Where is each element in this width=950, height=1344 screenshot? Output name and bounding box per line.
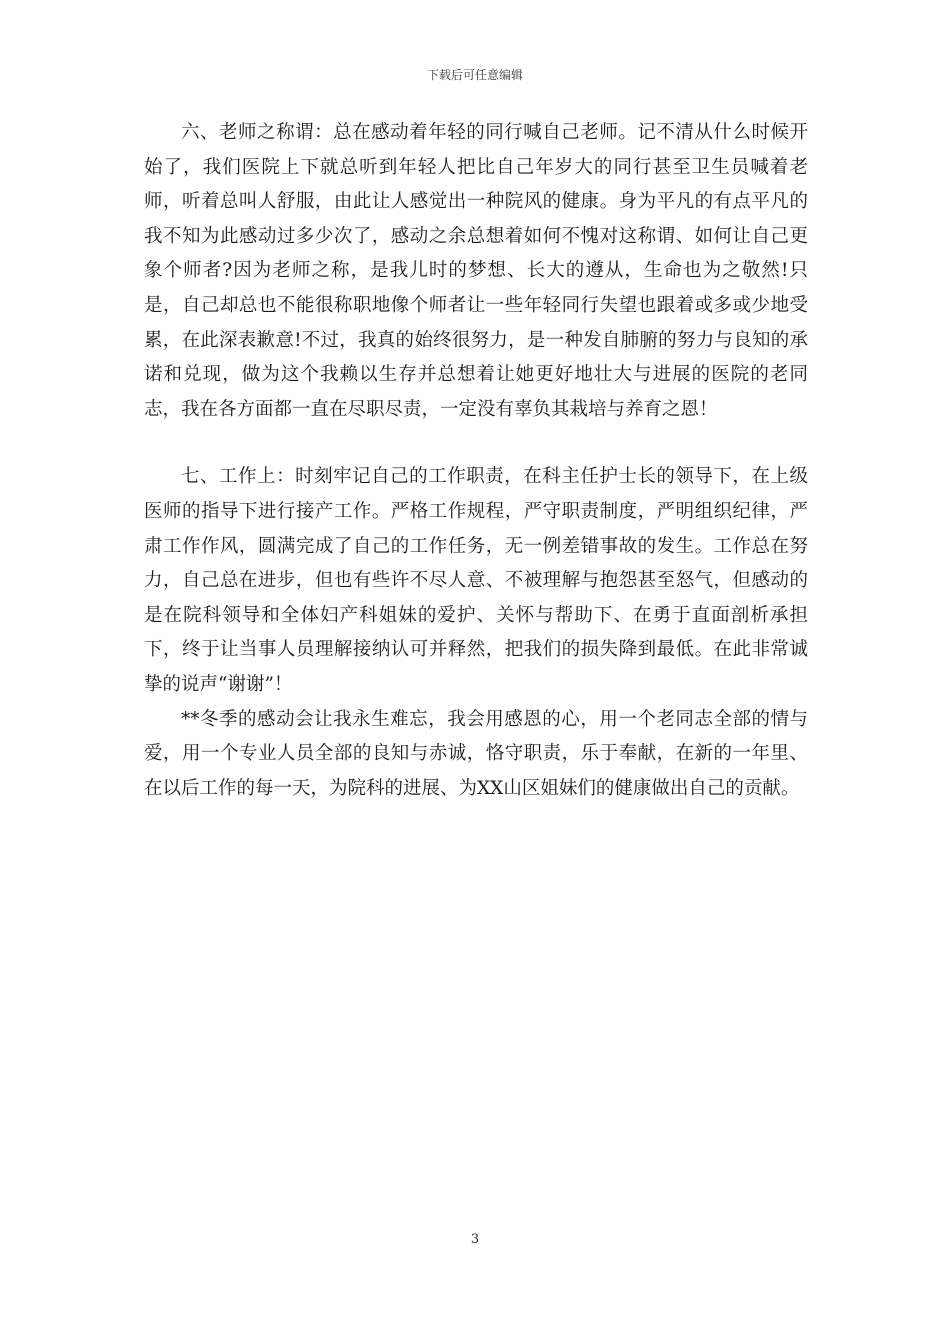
document-body [144, 116, 808, 806]
paragraph-work: 七、工作上：时刻牢记自己的工作职责，在科主任护士长的领导下，在上级医师的指导下进行接产工作。严格工作规程，严守职责制度，严明组织纪律，严肃工作作风，圆满完成了自己的工作任务，无一例差错事故的发生。工作总在努力，自己总在进步，但也有些许不尽人意、不被理解与抱怨甚至怒气，但感动的是在院科领导和全体妇产科姐妹的爱护、关怀与帮助下、在勇于直面剖析承担下，终于让当事人员理解接纳认可并释然，把我们的损失降到最低。在此非常诚挚的说声“谢谢”！ [144, 466, 808, 695]
page-number: 3 [470, 1232, 480, 1247]
paragraph-teacher-title: 六、老师之称谓：总在感动着年轻的同行喊自己老师。记不清从什么时候开始了，我们医院上下就总听到年轻人把比自己年岁大的同行甚至卫生员喊着老师，听着总叫人舒服，由此让人感觉出一种院风的健康。身为平凡的有点平凡的我不知为此感动过多少次了，感动之余总想着如何不愧对这称谓、如何让自己更象个师者?因为老师之称，是我儿时的梦想、长大的遵从，生命也为之敬然!只是，自己却总也不能很称职地像个师者让一些年轻同行失望也跟着或多或少地受累，在此深表歉意!不过，我真的始终很努力，是一种发自肺腑的努力与良知的承诺和兑现，做为这个我赖以生存并总想着让她更好地壮大与进展的医院的老同志，我在各方面都一直在尽职尽责，一定没有辜负其栽培与养育之恩！ [144, 122, 808, 420]
header-note: 下载后可任意编辑 [426, 68, 523, 82]
paragraph-closing: **冬季的感动会让我永生难忘，我会用感恩的心，用一个老同志全部的情与爱，用一个专业人员全部的良知与赤诚，恪守职责，乐于奉献，在新的一年里、在以后工作的每一天，为院科的进展、为XX山区姐妹们的健康做出自己的贡献。 [144, 708, 808, 799]
